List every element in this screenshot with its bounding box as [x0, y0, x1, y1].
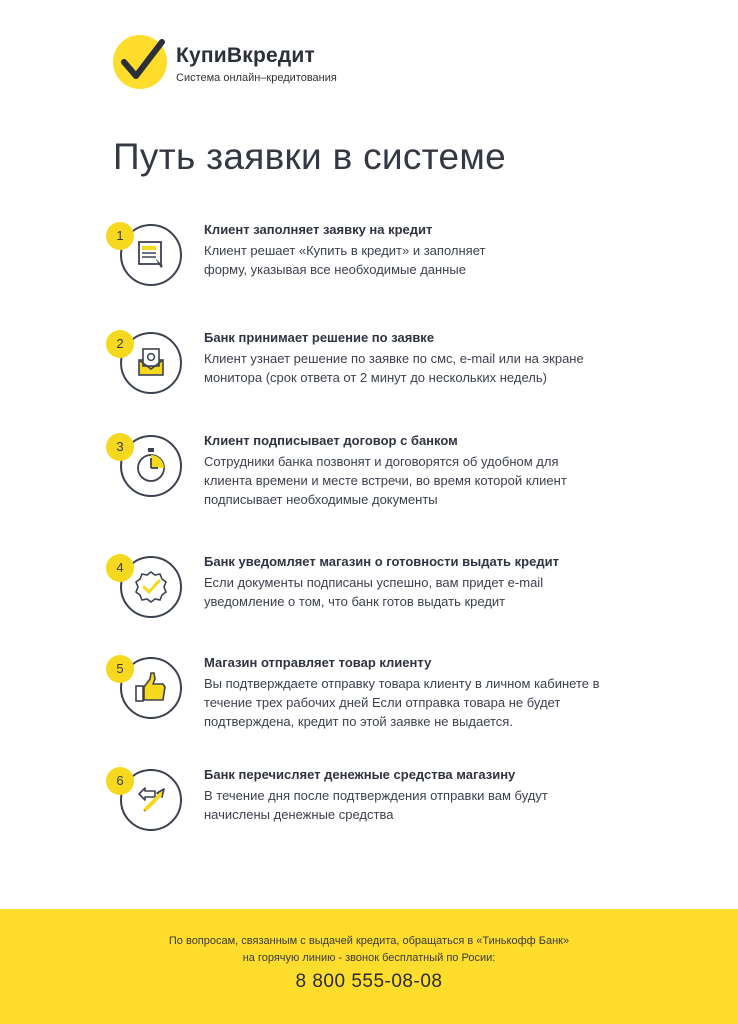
step-title: Клиент подписывает договор с банком: [204, 433, 458, 448]
brand-tagline: Система онлайн–кредитования: [176, 72, 337, 84]
step-number-badge: 4: [106, 554, 134, 582]
step-title: Банк перечисляет денежные средства магазину: [204, 767, 516, 782]
step-title: Банк уведомляет магазин о готовности выдать кредит: [204, 554, 559, 569]
step-description: Если документы подписаны успешно, вам придет e-mail уведомление о том, что банк готов выдать кредит: [204, 575, 544, 609]
page-title: Путь заявки в системе: [113, 136, 506, 177]
footer-note: По вопросам, связанным с выдачей кредита, обращаться в «Тинькофф Банк» на горячую линию - звонок бесплатный по Росии:: [168, 935, 570, 964]
step-number-badge: 6: [106, 767, 134, 795]
step-number-badge: 3: [106, 433, 134, 461]
footer-banner: [0, 909, 738, 1024]
step-description: В течение дня после подтверждения отправки вам будут начислены денежные средства: [204, 788, 548, 822]
step-description: Сотрудники банка позвонят и договорятся об удобном для клиента времени и месте встречи, во время которой клиент подписывает необходимые документы: [204, 454, 567, 507]
step-number-badge: 5: [106, 655, 134, 683]
step-description: Клиент узнает решение по заявке по смс, e-mail или на экране монитора (срок ответа от 2 минут до нескольких недель): [204, 351, 584, 385]
step-description: Вы подтверждаете отправку товара клиенту в личном кабинете в течение трех рабочих дней Если отправка товара не будет подтверждена, кредит по этой заявке не выдается.: [204, 676, 600, 729]
hotline-phone[interactable]: 8 800 555-08-08: [295, 971, 443, 992]
step-title: Клиент заполняет заявку на кредит: [204, 222, 433, 237]
step-description: Клиент решает «Купить в кредит» и заполняет форму, указывая все необходимые данные: [204, 243, 486, 277]
brand-name: КупиВкредит: [176, 44, 315, 67]
step-number-badge: 1: [106, 222, 134, 250]
checkmark-logo-icon: [112, 34, 168, 90]
brand-logo: [112, 34, 372, 90]
step-number-badge: 2: [106, 330, 134, 358]
step-title: Магазин отправляет товар клиенту: [204, 655, 432, 670]
step-title: Банк принимает решение по заявке: [204, 330, 435, 345]
